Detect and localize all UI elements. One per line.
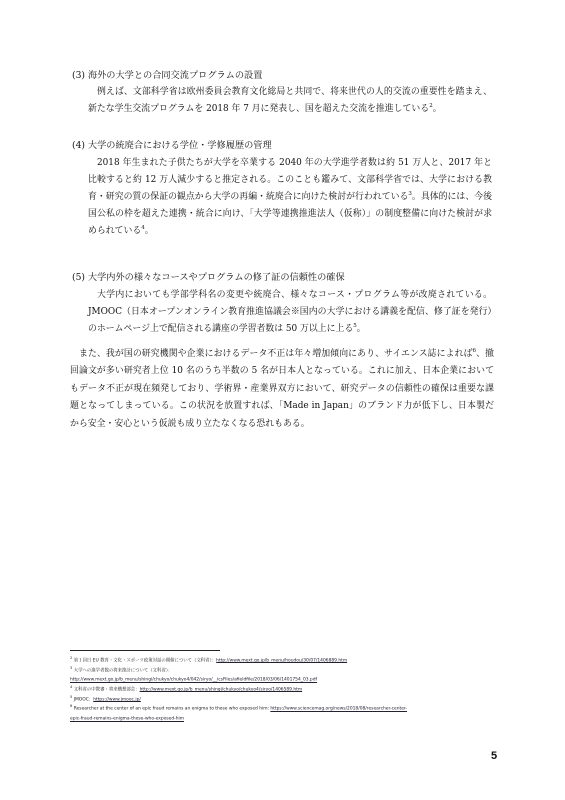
footnote-item: [70, 713, 490, 723]
footnote-link[interactable]: https://www.jmooc.jp/: [93, 697, 141, 703]
section-body-5: [88, 287, 492, 338]
footnote-ref-6[interactable]: 6: [472, 348, 477, 355]
sentence-end: 。: [144, 226, 154, 236]
footnote-item: [70, 655, 490, 665]
footnote-number: 3: [70, 665, 73, 670]
footnote-link[interactable]: https://www.sciencemag.org/news/2018/08/researcher-center-: [270, 706, 408, 712]
footnote-link[interactable]: http://www.mext.go.jp/b_menu/shingi/chukyo/chukyo4/042/siryo/__icsFiles/afieldfile/2018/03/06/1401754_03.pdf: [70, 677, 318, 683]
footnote-number: 6: [70, 704, 73, 709]
footnote-number: 4: [70, 685, 73, 690]
footnote-divider: [70, 650, 220, 651]
footnote-text: Researcher at the center of an epic fraud remains an enigma to those who exposed him:: [72, 706, 271, 712]
footnote-link[interactable]: epic-fraud-remains-enigma-those-who-exposed-him: [70, 716, 185, 722]
section-body-3: [88, 84, 492, 118]
section-heading-5: (5) 大学内外の様々なコースやプログラムの修了証の信頼性の確保: [72, 272, 345, 283]
sentence-end: 。: [432, 104, 442, 114]
footnote-text: 第１回日 EU 教育・文化・スポーツ政策対話の開催について（文科省）：: [72, 658, 217, 664]
section-heading-3: (3) 海外の大学との合同交流プログラムの設置: [72, 70, 263, 81]
footnote-number: 2: [70, 656, 73, 660]
footnote-ref-5[interactable]: 5: [353, 323, 357, 330]
sentence-end: 。: [356, 324, 366, 334]
footnote-item: [70, 694, 490, 704]
footnote-number: 5: [70, 694, 73, 699]
footnote-text: 大学への進学者数の将来推計について（文科省）：: [72, 668, 173, 674]
section-body-4: [88, 155, 492, 240]
footnote-ref-2[interactable]: 2: [429, 103, 433, 110]
page-number: 5: [491, 750, 498, 762]
section-body-4-text-a: 2018 年生まれた子供たちが大学を卒業する 2040 年の大学進学者数は約 51 万人と、2017 年と比較すると約 12 万人減少すると推定される。このことも鑑みて、文部科学省では、大学における教育・研究の質の保証の観点から大学の再編・統廃合に向けた検討が行われている: [88, 158, 492, 202]
section-body-4-text-b: 。具体的には、今後国公私の枠を超えた連携・統合に向け、「大学等連携推進法人（仮称）」の制度整備に向けた検討が求められている: [88, 192, 493, 236]
footnote-item: [70, 684, 490, 694]
footnote-text: 文科省の中教審・将来構想部会：: [72, 687, 140, 693]
footnotes: [70, 655, 490, 723]
footnote-item: [70, 674, 490, 684]
footnote-text: JMOOC：: [72, 697, 94, 703]
main-paragraph: [70, 346, 494, 433]
section-body-5-text: 大学内においても学部学科名の変更や統廃合、様々なコース・プログラム等が改廃されている。JMOOC（日本オープンオンライン教育推進協議会※国内の大学における講義を配信、修了証を発行）のホームページ上で配信される講座の学習者数は 50 万以上に上る: [88, 290, 492, 334]
section-heading-4: (4) 大学の統廃合における学位・学修履歴の管理: [72, 140, 272, 151]
footnote-ref-3[interactable]: 3: [408, 191, 412, 198]
footnote-item: [70, 665, 490, 675]
footnote-item: [70, 703, 490, 713]
main-paragraph-text-a: また、我が国の研究機関や企業におけるデータ不正は年々増加傾向にあり、サイエンス誌によれば: [79, 349, 473, 359]
main-paragraph-text-b: 、撤回論文が多い研究者上位 10 名のうち半数の 5 名が日本人となっている。これに加え、日本企業においてもデータ不正が現在頻発しており、学術界・産業界双方において、研究データの信頼性の確保は重要な課題となってしまっている。この状況を放置すれば、「Made in Japan」のブランド力が低下し、日本製だから安全・安心という仮説も成り立たなくなる恐れもある。: [70, 349, 494, 429]
footnote-link[interactable]: http://www.mext.go.jp/b_menu/shingi/chukyo/chukyo4/siryo/1406589.htm: [139, 687, 303, 693]
section-body-3-text: 例えば、文部科学省は欧州委員会教育文化総局と共同で、将来世代の人的交流の重要性を踏まえ、新たな学生交流プログラムを 2018 年 7 月に発表し、国を超えた交流を推進している: [88, 87, 492, 114]
footnote-link[interactable]: http://www.mext.go.jp/b_menu/houdou/30/07/1406889.htm: [216, 658, 348, 664]
footnote-ref-4[interactable]: 4: [141, 225, 145, 232]
